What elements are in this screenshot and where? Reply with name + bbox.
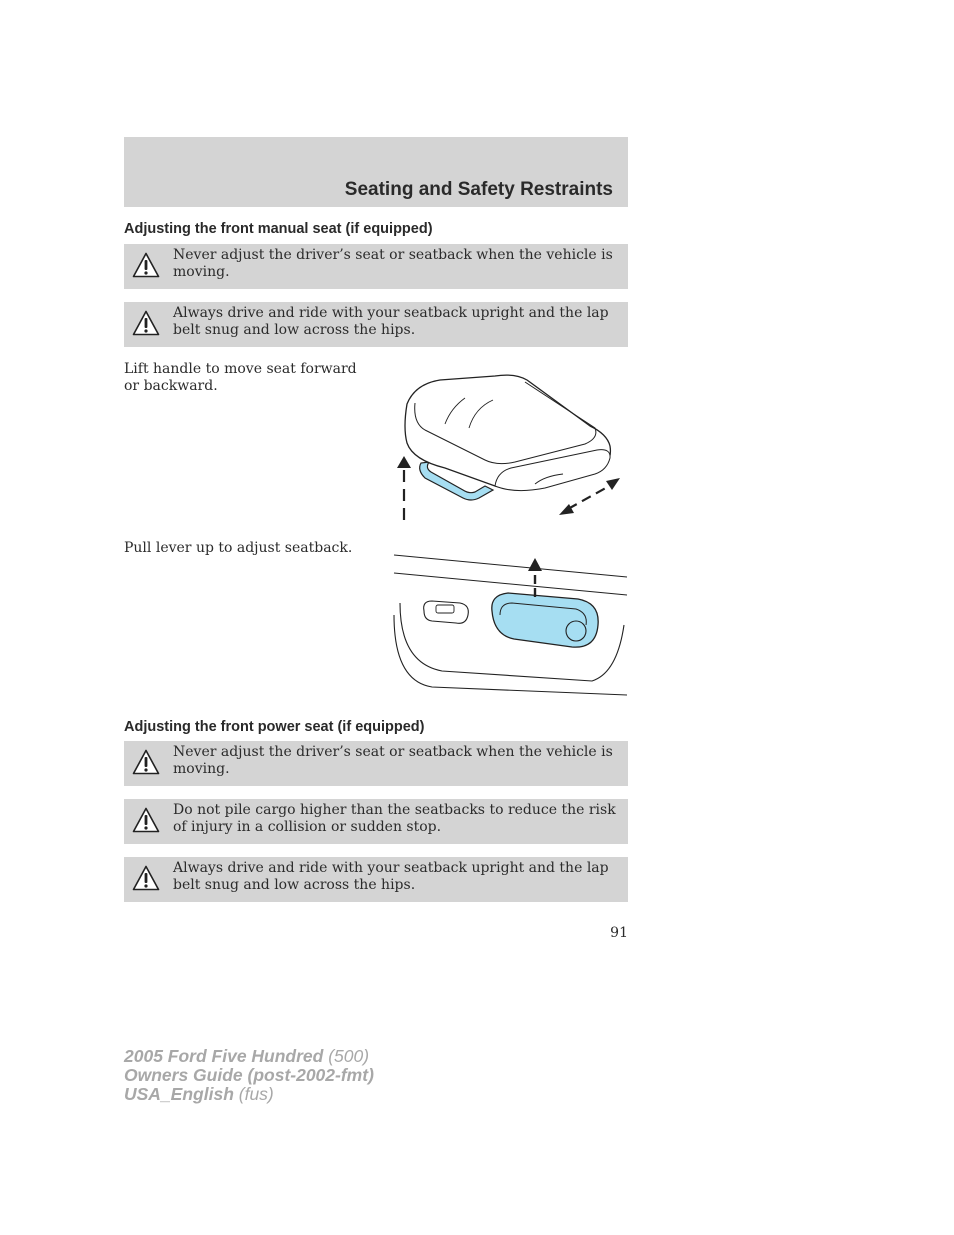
section-heading-power-seat: Adjusting the front power seat (if equipped) [124,719,425,735]
instruction-pull-lever: Pull lever up to adjust seatback. [124,540,353,556]
footer-guide: Owners Guide (post-2002-fmt) [124,1065,374,1085]
footer-locale-code: (fus) [233,1084,274,1104]
page-number: 91 [610,925,628,941]
footer-line-3 [124,1085,374,1104]
footer-model: 2005 Ford Five Hundred [124,1046,324,1066]
warning-text: Always drive and ride with your seatback upright and the lap belt snug and low across the hips. [173,305,609,338]
warning-box [124,302,628,347]
warning-text: Always drive and ride with your seatback upright and the lap belt snug and low across the hips. [173,860,609,893]
warning-text: Never adjust the driver’s seat or seatback when the vehicle is moving. [173,247,613,280]
warning-box [124,741,628,786]
footer-line-1 [124,1047,374,1066]
warning-triangle-icon [132,310,160,336]
document-footer [124,1047,374,1104]
header-band [124,137,628,207]
warning-triangle-icon [132,807,160,833]
seat-handle-illustration [385,368,630,528]
warning-triangle-icon [132,749,160,775]
warning-triangle-icon [132,252,160,278]
footer-line-2 [124,1066,374,1085]
warning-text: Never adjust the driver’s seat or seatback when the vehicle is moving. [173,744,613,777]
warning-box [124,799,628,844]
footer-locale: USA_English [124,1084,234,1104]
warning-box [124,244,628,289]
instruction-lift-handle: Lift handle to move seat forward or backward. [124,361,357,394]
seatback-lever-illustration [392,553,629,698]
section-heading-manual-seat: Adjusting the front manual seat (if equipped) [124,221,433,237]
warning-box [124,857,628,902]
footer-model-code: (500) [323,1046,370,1066]
page-title: Seating and Safety Restraints [344,179,613,200]
warning-text: Do not pile cargo higher than the seatbacks to reduce the risk of injury in a collision or sudden stop. [173,802,616,835]
warning-triangle-icon [132,865,160,891]
